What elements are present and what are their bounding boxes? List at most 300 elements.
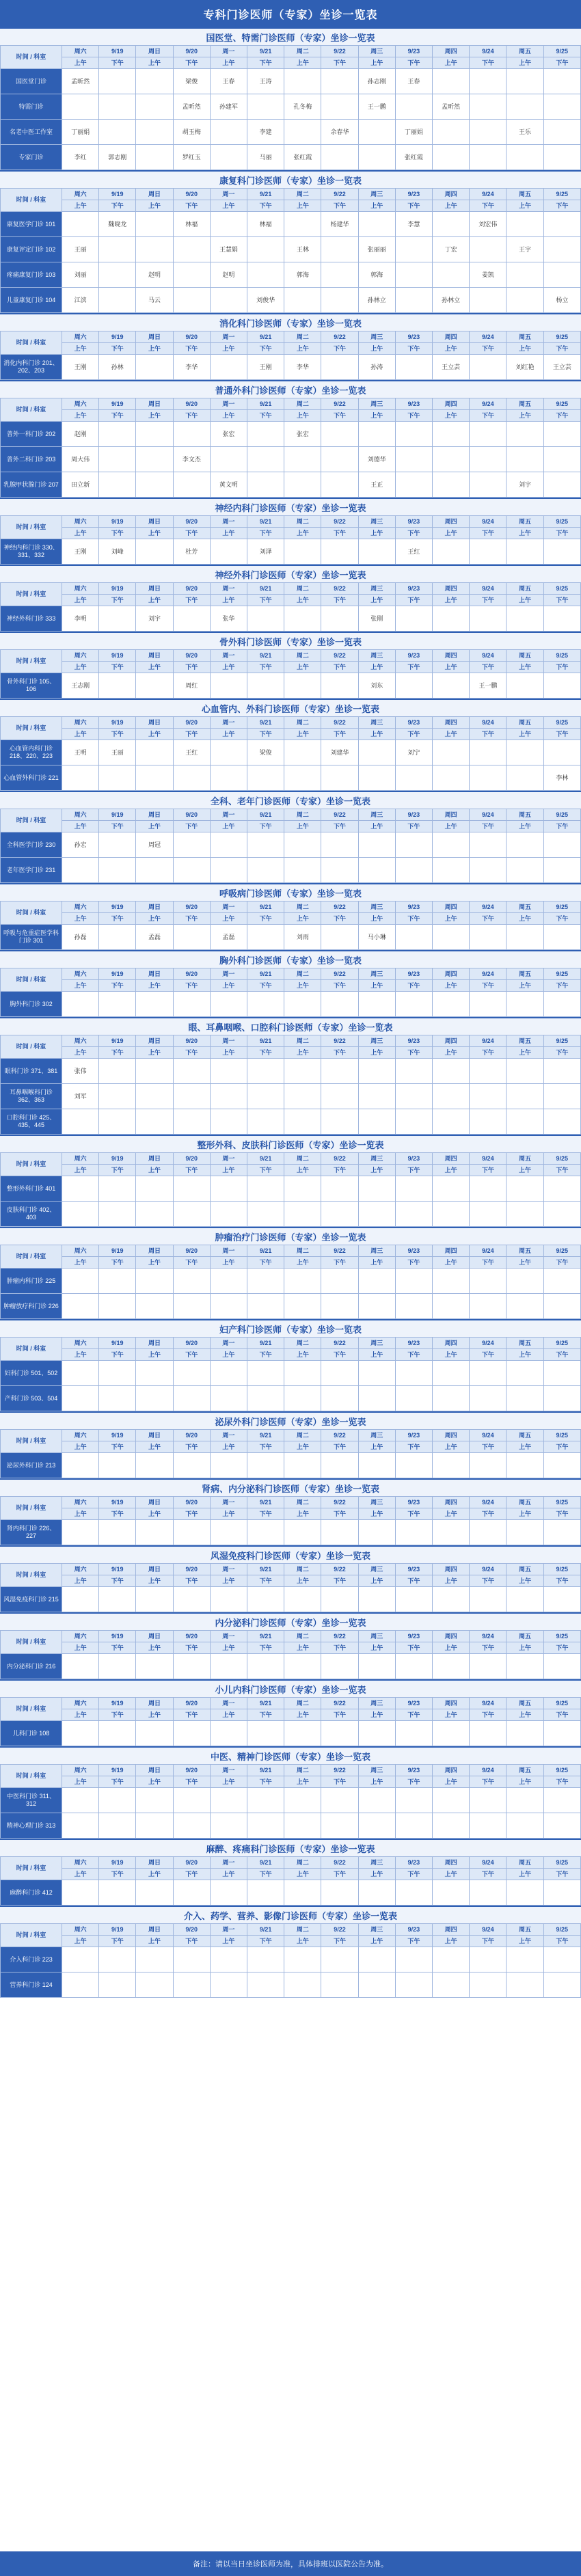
pm-label: 下午 [470,343,506,355]
table-row [1,1361,581,1386]
weekday-label: 周二 [284,901,321,913]
doctor-cell [543,145,580,170]
pm-label: 下午 [543,1441,580,1453]
doctor-cell [210,1880,247,1906]
date-label: 9/21 [247,583,284,595]
am-label: 上午 [136,1936,173,1947]
doctor-cell [99,288,136,313]
table-row [1,447,581,472]
am-label: 上午 [136,1575,173,1587]
doctor-cell [210,992,247,1017]
doctor-cell [543,1587,580,1612]
header-row-halfday [1,1349,581,1361]
doctor-cell [62,94,99,120]
am-label: 上午 [136,57,173,69]
doctor-cell [358,1813,395,1839]
doctor-cell [210,1109,247,1135]
doctor-cell [395,1109,432,1135]
doctor-cell [99,858,136,883]
date-label: 9/24 [470,901,506,913]
doctor-cell [321,262,358,288]
schedule-section [0,699,581,791]
am-label: 上午 [433,729,470,740]
doctor-cell [210,1947,247,1972]
doctor-cell [210,1813,247,1839]
schedule-table [0,1630,581,1679]
doctor-cell [470,355,506,380]
doctor-cell [247,472,284,498]
header-row-days [1,189,581,200]
table-row [1,69,581,94]
am-label: 上午 [210,1508,247,1520]
doctor-cell [470,1202,506,1227]
pm-label: 下午 [395,1936,432,1947]
am-label: 上午 [433,343,470,355]
header-row-days [1,1430,581,1441]
doctor-cell [358,765,395,791]
weekday-label: 周三 [358,1153,395,1165]
doctor-cell [506,1721,543,1746]
doctor-cell [433,422,470,447]
doctor-cell [210,1587,247,1612]
doctor-cell [247,1788,284,1813]
dept-label: 乳腺甲状腺门诊 207 [1,472,62,498]
am-label: 上午 [210,662,247,673]
doctor-cell [358,1109,395,1135]
am-label: 上午 [433,1047,470,1059]
date-label: 9/25 [543,1857,580,1869]
doctor-cell [506,1813,543,1839]
am-label: 上午 [284,1869,321,1880]
date-label: 9/20 [173,968,210,980]
doctor-cell [395,606,432,632]
doctor-cell [433,1386,470,1411]
weekday-label: 周三 [358,516,395,528]
weekday-label: 周二 [284,1631,321,1642]
doctor-cell [543,740,580,765]
doctor-cell [247,1654,284,1679]
doctor-cell: 王一鹏 [358,94,395,120]
doctor-cell [173,1880,210,1906]
doctor-cell [433,673,470,699]
schedule-section [0,1135,581,1227]
header-row-days [1,901,581,913]
doctor-cell [284,212,321,237]
doctor-cell [506,673,543,699]
doctor-cell [247,1386,284,1411]
date-label: 9/20 [173,1497,210,1508]
doctor-cell [173,1654,210,1679]
am-label: 上午 [284,528,321,539]
doctor-cell [62,992,99,1017]
doctor-cell: 王林 [284,237,321,262]
pm-label: 下午 [173,1441,210,1453]
table-row [1,237,581,262]
dept-label: 产科门诊 503、504 [1,1386,62,1411]
doctor-cell [433,1361,470,1386]
doctor-cell: 余春华 [321,120,358,145]
doctor-cell [99,237,136,262]
pm-label: 下午 [99,1047,136,1059]
doctor-cell: 王刚 [247,355,284,380]
date-label: 9/20 [173,809,210,821]
doctor-cell [173,1202,210,1227]
section-title: 国医堂、特需门诊医师（专家）坐诊一览表 [0,29,581,45]
weekday-label: 周一 [210,1564,247,1575]
date-label: 9/23 [395,717,432,729]
doctor-cell [543,925,580,950]
weekday-label: 周日 [136,189,173,200]
date-label: 9/24 [470,1564,506,1575]
doctor-cell [433,1453,470,1478]
doctor-cell [284,606,321,632]
date-label: 9/22 [321,968,358,980]
doctor-cell: 江滨 [62,288,99,313]
doctor-cell: 丁丽娟 [62,120,99,145]
doctor-cell: 刘东 [358,673,395,699]
weekday-label: 周一 [210,516,247,528]
doctor-cell [99,422,136,447]
corner-label: 时间 / 科室 [1,717,62,740]
doctor-cell [173,1947,210,1972]
weekday-label: 周六 [62,1564,99,1575]
pm-label: 下午 [470,980,506,992]
am-label: 上午 [433,821,470,832]
pm-label: 下午 [470,1575,506,1587]
date-label: 9/22 [321,1631,358,1642]
pm-label: 下午 [173,729,210,740]
pm-label: 下午 [395,1047,432,1059]
pm-label: 下午 [543,1575,580,1587]
doctor-cell [358,1294,395,1319]
date-label: 9/22 [321,717,358,729]
pm-label: 下午 [173,410,210,422]
date-label: 9/19 [99,1924,136,1936]
doctor-cell [506,740,543,765]
table-row [1,212,581,237]
section-title: 中医、精神门诊医师（专家）坐诊一览表 [0,1748,581,1764]
pm-label: 下午 [99,1869,136,1880]
pm-label: 下午 [173,1047,210,1059]
weekday-label: 周三 [358,331,395,343]
date-label: 9/23 [395,516,432,528]
dept-label: 特需门诊 [1,94,62,120]
pm-label: 下午 [470,913,506,925]
schedule-table [0,582,581,632]
weekday-label: 周三 [358,1857,395,1869]
weekday-label: 周五 [506,1698,543,1709]
weekday-label: 周日 [136,583,173,595]
doctor-cell [173,606,210,632]
weekday-label: 周五 [506,1924,543,1936]
header-row-halfday [1,662,581,673]
date-label: 9/25 [543,1245,580,1257]
header-row-halfday [1,1642,581,1654]
dept-label: 介入科门诊 223 [1,1947,62,1972]
weekday-label: 周一 [210,1338,247,1349]
corner-label: 时间 / 科室 [1,189,62,212]
doctor-cell [543,1788,580,1813]
weekday-label: 周三 [358,1497,395,1508]
am-label: 上午 [136,1257,173,1269]
am-label: 上午 [210,1869,247,1880]
doctor-cell: 孟磊 [210,925,247,950]
doctor-cell [136,145,173,170]
am-label: 上午 [433,1508,470,1520]
doctor-cell [543,1109,580,1135]
doctor-cell [99,1361,136,1386]
table-row [1,1813,581,1839]
doctor-cell [433,1813,470,1839]
date-label: 9/20 [173,1924,210,1936]
schedule-table [0,1429,581,1478]
table-row [1,832,581,858]
doctor-cell: 马丽 [247,145,284,170]
doctor-cell [433,740,470,765]
doctor-cell [173,1361,210,1386]
pm-label: 下午 [173,200,210,212]
date-label: 9/22 [321,1765,358,1776]
doctor-cell [99,1269,136,1294]
pm-label: 下午 [470,1257,506,1269]
doctor-cell [173,1084,210,1109]
weekday-label: 周二 [284,1153,321,1165]
schedule-table [0,716,581,791]
doctor-cell [99,925,136,950]
am-label: 上午 [210,1441,247,1453]
doctor-cell [173,1788,210,1813]
doctor-cell [470,1788,506,1813]
doctor-cell [506,212,543,237]
header-row-halfday [1,57,581,69]
am-label: 上午 [433,1165,470,1176]
date-label: 9/21 [247,1245,284,1257]
am-label: 上午 [284,729,321,740]
doctor-cell [136,447,173,472]
header-row-days [1,398,581,410]
pm-label: 下午 [99,1508,136,1520]
doctor-cell [99,1520,136,1545]
section-title: 妇产科门诊医师（专家）坐诊一览表 [0,1320,581,1337]
am-label: 上午 [506,1776,543,1788]
weekday-label: 周一 [210,1765,247,1776]
am-label: 上午 [433,1349,470,1361]
doctor-cell [210,1059,247,1084]
doctor-cell [506,992,543,1017]
schedule-table [0,1764,581,1839]
doctor-cell [506,262,543,288]
am-label: 上午 [506,1508,543,1520]
doctor-cell [321,1520,358,1545]
doctor-cell [62,1109,99,1135]
doctor-cell [506,1294,543,1319]
doctor-cell [136,1813,173,1839]
doctor-cell [470,288,506,313]
pm-label: 下午 [247,821,284,832]
am-label: 上午 [358,1257,395,1269]
pm-label: 下午 [470,1047,506,1059]
doctor-cell [395,1269,432,1294]
weekday-label: 周三 [358,46,395,57]
dept-label: 营养科门诊 124 [1,1972,62,1998]
weekday-label: 周四 [433,1698,470,1709]
doctor-cell [395,1520,432,1545]
pm-label: 下午 [99,662,136,673]
doctor-cell [321,288,358,313]
table-row [1,145,581,170]
doctor-cell [433,472,470,498]
date-label: 9/23 [395,1245,432,1257]
doctor-cell [358,1084,395,1109]
pm-label: 下午 [395,410,432,422]
doctor-cell [247,1361,284,1386]
am-label: 上午 [433,1257,470,1269]
date-label: 9/20 [173,1035,210,1047]
doctor-cell [321,1361,358,1386]
corner-label: 时间 / 科室 [1,1631,62,1654]
doctor-cell: 李建 [247,120,284,145]
doctor-cell [210,120,247,145]
doctor-cell [433,1972,470,1998]
date-label: 9/23 [395,1857,432,1869]
table-row [1,120,581,145]
am-label: 上午 [433,913,470,925]
date-label: 9/24 [470,1497,506,1508]
weekday-label: 周五 [506,398,543,410]
weekday-label: 周三 [358,809,395,821]
doctor-cell [247,992,284,1017]
pm-label: 下午 [247,1165,284,1176]
pm-label: 下午 [321,1257,358,1269]
date-label: 9/21 [247,809,284,821]
weekday-label: 周六 [62,1035,99,1047]
table-row [1,606,581,632]
doctor-cell [173,925,210,950]
date-label: 9/22 [321,1698,358,1709]
pm-label: 下午 [543,595,580,606]
am-label: 上午 [284,1165,321,1176]
pm-label: 下午 [543,729,580,740]
header-row-halfday [1,913,581,925]
weekday-label: 周六 [62,968,99,980]
doctor-cell [358,1386,395,1411]
weekday-label: 周四 [433,650,470,662]
date-label: 9/22 [321,809,358,821]
weekday-label: 周二 [284,1924,321,1936]
doctor-cell [136,1059,173,1084]
doctor-cell [321,606,358,632]
date-label: 9/22 [321,1564,358,1575]
am-label: 上午 [284,913,321,925]
header-row-days [1,1698,581,1709]
corner-label: 时间 / 科室 [1,1924,62,1947]
pm-label: 下午 [395,1349,432,1361]
dept-label: 国医堂门诊 [1,69,62,94]
doctor-cell [136,1587,173,1612]
doctor-cell: 刘宇 [136,606,173,632]
date-label: 9/19 [99,1245,136,1257]
weekday-label: 周五 [506,516,543,528]
am-label: 上午 [506,1575,543,1587]
pm-label: 下午 [470,1441,506,1453]
doctor-cell: 王立芸 [543,355,580,380]
doctor-cell: 王立芸 [433,355,470,380]
date-label: 9/21 [247,717,284,729]
pm-label: 下午 [247,1349,284,1361]
header-row-days [1,1245,581,1257]
doctor-cell [173,1386,210,1411]
schedule-table [0,45,581,170]
corner-label: 时间 / 科室 [1,46,62,69]
pm-label: 下午 [543,57,580,69]
doctor-cell [543,1520,580,1545]
date-label: 9/19 [99,1765,136,1776]
dept-label: 口腔科门诊 425、435、445 [1,1109,62,1135]
weekday-label: 周四 [433,1765,470,1776]
dept-label: 风湿免疫科门诊 215 [1,1587,62,1612]
doctor-cell [136,1202,173,1227]
doctor-cell [470,94,506,120]
doctor-cell [433,1109,470,1135]
doctor-cell [99,120,136,145]
doctor-cell [284,1654,321,1679]
date-label: 9/20 [173,1245,210,1257]
doctor-cell [62,1587,99,1612]
doctor-cell [136,1361,173,1386]
weekday-label: 周日 [136,1564,173,1575]
doctor-cell [358,858,395,883]
doctor-cell: 张丽丽 [358,237,395,262]
doctor-cell [62,1654,99,1679]
weekday-label: 周四 [433,516,470,528]
doctor-cell: 王刚 [62,355,99,380]
am-label: 上午 [506,1441,543,1453]
date-label: 9/22 [321,1153,358,1165]
weekday-label: 周一 [210,1245,247,1257]
doctor-cell [173,1269,210,1294]
doctor-cell [247,262,284,288]
doctor-cell [321,69,358,94]
doctor-cell [247,1520,284,1545]
doctor-cell [99,1654,136,1679]
header-row-halfday [1,1936,581,1947]
doctor-cell [173,1294,210,1319]
am-label: 上午 [284,1047,321,1059]
date-label: 9/22 [321,516,358,528]
dept-label: 疼痛康复门诊 103 [1,262,62,288]
am-label: 上午 [433,1869,470,1880]
table-row [1,1947,581,1972]
pm-label: 下午 [173,1936,210,1947]
pm-label: 下午 [173,821,210,832]
date-label: 9/21 [247,1430,284,1441]
schedule-section [0,1319,581,1411]
doctor-cell [470,1294,506,1319]
doctor-cell: 林福 [173,212,210,237]
doctor-cell [395,1176,432,1202]
pm-label: 下午 [173,57,210,69]
date-label: 9/25 [543,1564,580,1575]
weekday-label: 周三 [358,1430,395,1441]
doctor-cell [284,673,321,699]
dept-label: 肿瘤内科门诊 225 [1,1269,62,1294]
date-label: 9/19 [99,717,136,729]
am-label: 上午 [433,528,470,539]
weekday-label: 周日 [136,1924,173,1936]
weekday-label: 周五 [506,717,543,729]
doctor-cell [395,1721,432,1746]
doctor-cell [284,1361,321,1386]
